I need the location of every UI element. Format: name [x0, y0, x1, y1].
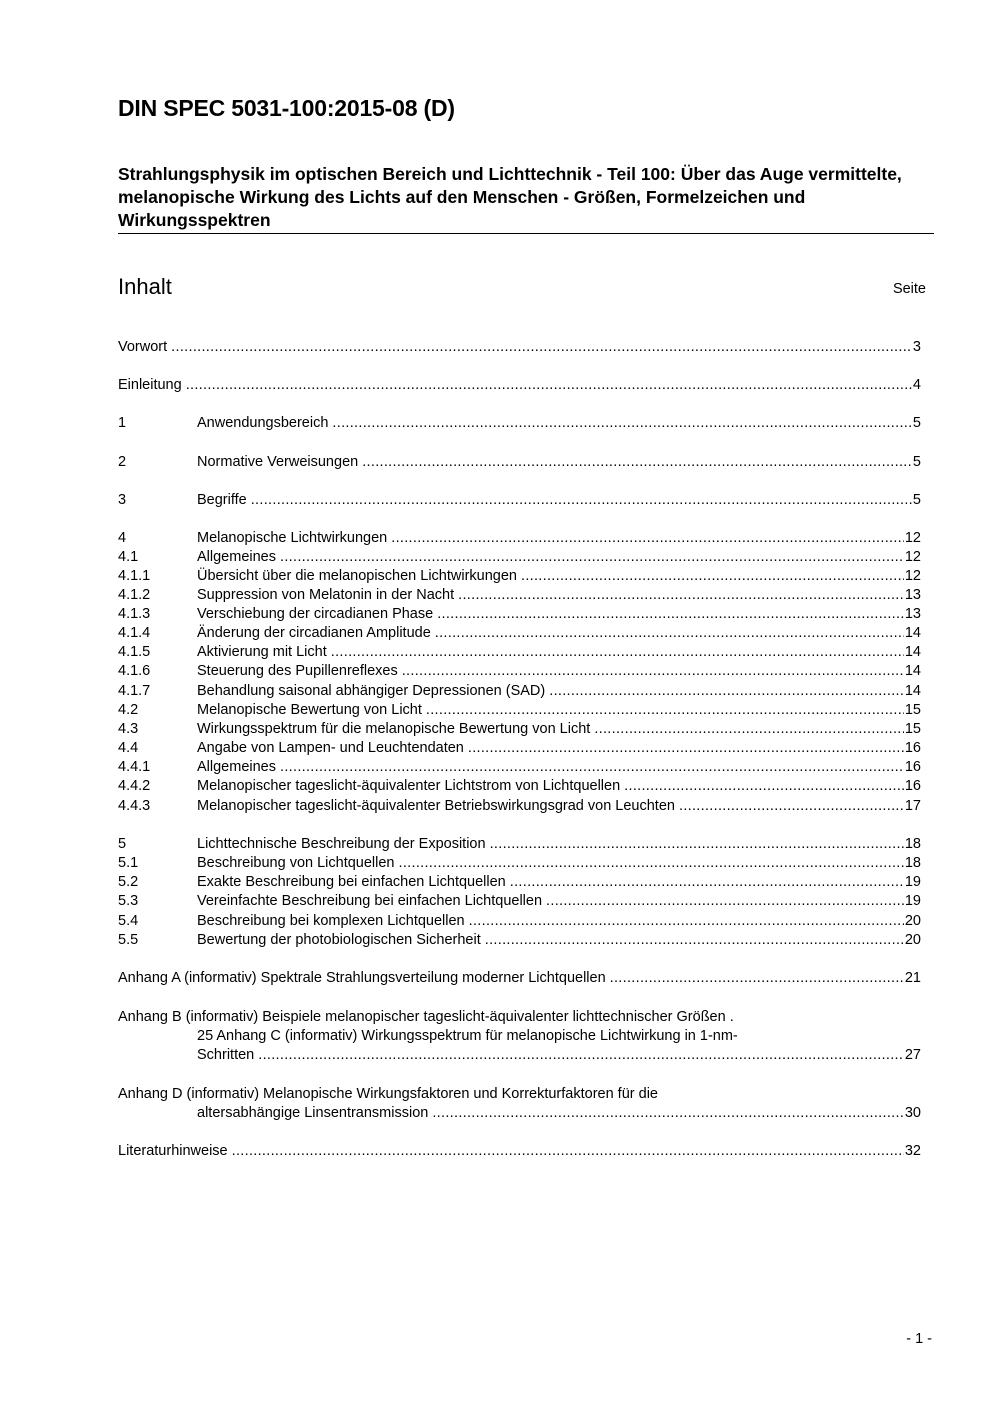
toc-anhang-d-line[interactable]: Anhang D (informativ) Melanopische Wirkungsfaktoren und Korrekturfaktoren für die — [118, 1086, 658, 1102]
toc-entry-title: Literaturhinweise — [118, 1143, 228, 1159]
toc-entry-number: 4.1.5 — [118, 644, 151, 660]
toc-entry-page: 30 — [904, 1105, 921, 1121]
toc-leader — [469, 912, 904, 931]
toc-leader — [426, 701, 904, 720]
toc-entry-number: 4.4.1 — [118, 759, 151, 775]
toc-entry-title: Übersicht über die melanopischen Lichtwirkungen — [197, 568, 517, 584]
toc-entry-title: Vereinfachte Beschreibung bei einfachen Lichtquellen — [197, 893, 543, 909]
toc-leader — [679, 797, 904, 816]
toc-entry-title: Normative Verweisungen — [197, 454, 359, 470]
toc-entry-title: Wirkungsspektrum für die melanopische Bewertung von Licht — [197, 721, 591, 737]
toc-entry-title: Allgemeines — [197, 549, 276, 565]
toc-entry-page: 5 — [912, 415, 921, 431]
document-subtitle: Strahlungsphysik im optischen Bereich und Lichttechnik - Teil 100: Über das Auge vermittelte, melanopische Wirkung des Lichts auf den Menschen - Größen, Formelzeichen und Wirkungsspektren — [118, 163, 934, 234]
toc-entry-title: Exakte Beschreibung bei einfachen Lichtquellen — [197, 874, 506, 890]
toc-leader — [171, 338, 912, 357]
toc-entry-number: 4.1.2 — [118, 587, 151, 603]
toc-entry-page: 18 — [904, 836, 921, 852]
toc-entry-page: 27 — [904, 1047, 921, 1063]
toc-entry[interactable] — [118, 624, 921, 643]
toc-entry-title: Begriffe — [197, 492, 247, 508]
toc-entry-page: 14 — [904, 644, 921, 660]
toc-entry-number: 4.4 — [118, 740, 139, 756]
toc-entry-page: 12 — [904, 530, 921, 546]
toc-entry-page: 17 — [904, 798, 921, 814]
toc-entry[interactable] — [118, 529, 921, 548]
toc-heading: Inhalt — [118, 274, 172, 299]
toc-entry[interactable] — [118, 376, 921, 395]
toc-entry-page: 12 — [904, 568, 921, 584]
toc-entry-number: 4.1.1 — [118, 568, 151, 584]
toc-entry-page: 3 — [912, 339, 921, 355]
toc-leader — [232, 1142, 904, 1161]
toc-entry-page: 16 — [904, 759, 921, 775]
toc-entry-page: 5 — [912, 454, 921, 470]
toc-leader — [546, 892, 904, 911]
toc-leader — [435, 624, 904, 643]
toc-leader — [280, 548, 904, 567]
toc-entry-title: Suppression von Melatonin in der Nacht — [197, 587, 455, 603]
toc-entry[interactable] — [118, 414, 921, 433]
toc-entry-title: Bewertung der photobiologischen Sicherheit — [197, 932, 481, 948]
toc-entry-number: 3 — [118, 492, 127, 508]
toc-anhang-d-row[interactable] — [118, 1104, 921, 1123]
toc-leader — [258, 1046, 904, 1065]
toc-entry-page: 13 — [904, 606, 921, 622]
toc-entry-page: 16 — [904, 778, 921, 794]
toc-entry-title: Steuerung des Pupillenreflexes — [197, 663, 398, 679]
toc-entry-title: Beschreibung von Lichtquellen — [197, 855, 395, 871]
toc-entry[interactable] — [118, 586, 921, 605]
toc-entry[interactable] — [118, 453, 921, 472]
toc-entry[interactable] — [118, 969, 921, 988]
toc-entry-page: 5 — [912, 492, 921, 508]
toc-entry-page: 14 — [904, 663, 921, 679]
toc-entry[interactable] — [118, 605, 921, 624]
toc-leader — [280, 758, 904, 777]
toc-entry-title: Verschiebung der circadianen Phase — [197, 606, 434, 622]
toc-leader — [362, 453, 912, 472]
toc-entry-page: 19 — [904, 893, 921, 909]
toc-leader — [331, 643, 904, 662]
toc-entry-title: Beschreibung bei komplexen Lichtquellen — [197, 913, 465, 929]
toc-entry-title: Einleitung — [118, 377, 182, 393]
toc-entry-title: Melanopische Lichtwirkungen — [197, 530, 388, 546]
toc-entry-page: 12 — [904, 549, 921, 565]
toc-entry-number: 4.1.4 — [118, 625, 151, 641]
toc-entry-page: 20 — [904, 913, 921, 929]
toc-leader — [458, 586, 904, 605]
document-title: DIN SPEC 5031-100:2015-08 (D) — [118, 95, 455, 121]
toc-leader — [332, 414, 912, 433]
toc-entry-number: 2 — [118, 454, 127, 470]
toc-entry-page: 18 — [904, 855, 921, 871]
toc-entry-number: 5 — [118, 836, 127, 852]
toc-entry[interactable] — [118, 758, 921, 777]
toc-entry[interactable] — [118, 682, 921, 701]
toc-entry[interactable] — [118, 912, 921, 931]
toc-entry-number: 5.1 — [118, 855, 139, 871]
toc-entry-page: 19 — [904, 874, 921, 890]
toc-entry-title: Melanopische Bewertung von Licht — [197, 702, 422, 718]
toc-entry-page: 21 — [904, 970, 921, 986]
toc-anhang-c-line[interactable]: 25 Anhang C (informativ) Wirkungsspektrum für melanopische Lichtwirkung in 1-nm- — [197, 1028, 738, 1044]
toc-entry-number: 4.1.3 — [118, 606, 151, 622]
toc-leader — [510, 873, 904, 892]
toc-entry-number: 4.1 — [118, 549, 139, 565]
toc-entry-number: 5.2 — [118, 874, 139, 890]
toc-leader — [186, 376, 912, 395]
toc-entry-number: 4.4.2 — [118, 778, 151, 794]
toc-anhang-c-row[interactable] — [118, 1046, 921, 1065]
toc-entry-title: altersabhängige Linsentransmission — [197, 1105, 429, 1121]
toc-entry[interactable] — [118, 892, 921, 911]
toc-entry-number: 5.3 — [118, 893, 139, 909]
toc-entry-number: 4.2 — [118, 702, 139, 718]
toc-leader — [251, 491, 912, 510]
toc-entry-title: Aktivierung mit Licht — [197, 644, 327, 660]
toc-entry[interactable] — [118, 931, 921, 950]
toc-entry-number: 5.4 — [118, 913, 139, 929]
toc-entry-title: Anwendungsbereich — [197, 415, 329, 431]
toc-leader — [468, 739, 904, 758]
toc-entry-page: 13 — [904, 587, 921, 603]
toc-entry-title: Melanopischer tageslicht-äquivalenter Lichtstrom von Lichtquellen — [197, 778, 621, 794]
toc-entry-title: Lichttechnische Beschreibung der Exposition — [197, 836, 486, 852]
toc-entry-number: 1 — [118, 415, 127, 431]
toc-entry-page: 4 — [912, 377, 921, 393]
toc-entry-page: 16 — [904, 740, 921, 756]
toc-leader — [391, 529, 904, 548]
toc-entry-title: Behandlung saisonal abhängiger Depressionen (SAD) — [197, 683, 546, 699]
toc-entry-page: 14 — [904, 625, 921, 641]
toc-entry[interactable] — [118, 835, 921, 854]
toc-entry[interactable] — [118, 720, 921, 739]
toc-entry-title: Vorwort — [118, 339, 168, 355]
toc-entry-page: 20 — [904, 932, 921, 948]
toc-entry[interactable] — [118, 643, 921, 662]
toc-leader — [490, 835, 904, 854]
toc-entry[interactable] — [118, 701, 921, 720]
toc-leader — [399, 854, 904, 873]
toc-leader — [549, 682, 904, 701]
toc-entry-number: 4.1.7 — [118, 683, 151, 699]
toc-leader — [610, 969, 904, 988]
toc-entry-title: Änderung der circadianen Amplitude — [197, 625, 431, 641]
toc-entry-title: Allgemeines — [197, 759, 276, 775]
toc-entry-number: 4.4.3 — [118, 798, 151, 814]
toc-entry-number: 4 — [118, 530, 127, 546]
toc-anhang-b-line[interactable]: Anhang B (informativ) Beispiele melanopischer tageslicht-äquivalenter lichttechnischer Größen . — [118, 1009, 734, 1025]
toc-entry[interactable] — [118, 854, 921, 873]
toc-leader — [624, 777, 904, 796]
toc-entry-title: Angabe von Lampen- und Leuchtendaten — [197, 740, 464, 756]
toc-entry[interactable] — [118, 567, 921, 586]
toc-entry[interactable] — [118, 548, 921, 567]
toc-entry-page: 14 — [904, 683, 921, 699]
toc-entry[interactable] — [118, 797, 921, 816]
page-number: - 1 - — [906, 1331, 932, 1347]
toc-leader — [402, 662, 904, 681]
toc-entry-page: 15 — [904, 702, 921, 718]
toc-entry[interactable] — [118, 662, 921, 681]
toc-leader — [437, 605, 904, 624]
toc-entry-title: Schritten — [197, 1047, 255, 1063]
toc-entry-number: 4.1.6 — [118, 663, 151, 679]
toc-leader — [432, 1104, 904, 1123]
toc-entry-page: 32 — [904, 1143, 921, 1159]
toc-entry-title: Anhang A (informativ) Spektrale Strahlungsverteilung moderner Lichtquellen — [118, 970, 606, 986]
toc-entry[interactable] — [118, 873, 921, 892]
toc-leader — [594, 720, 904, 739]
toc-entry-number: 5.5 — [118, 932, 139, 948]
toc-entry[interactable] — [118, 491, 921, 510]
toc-entry[interactable] — [118, 739, 921, 758]
toc-leader — [521, 567, 904, 586]
toc-entry-title: Melanopischer tageslicht-äquivalenter Betriebswirkungsgrad von Leuchten — [197, 798, 675, 814]
toc-entry[interactable] — [118, 338, 921, 357]
toc-leader — [485, 931, 904, 950]
toc-page-heading: Seite — [892, 281, 926, 297]
toc-entry-page: 15 — [904, 721, 921, 737]
toc-literatur-row[interactable] — [118, 1142, 921, 1161]
toc-entry-number: 4.3 — [118, 721, 139, 737]
toc-entry[interactable] — [118, 777, 921, 796]
